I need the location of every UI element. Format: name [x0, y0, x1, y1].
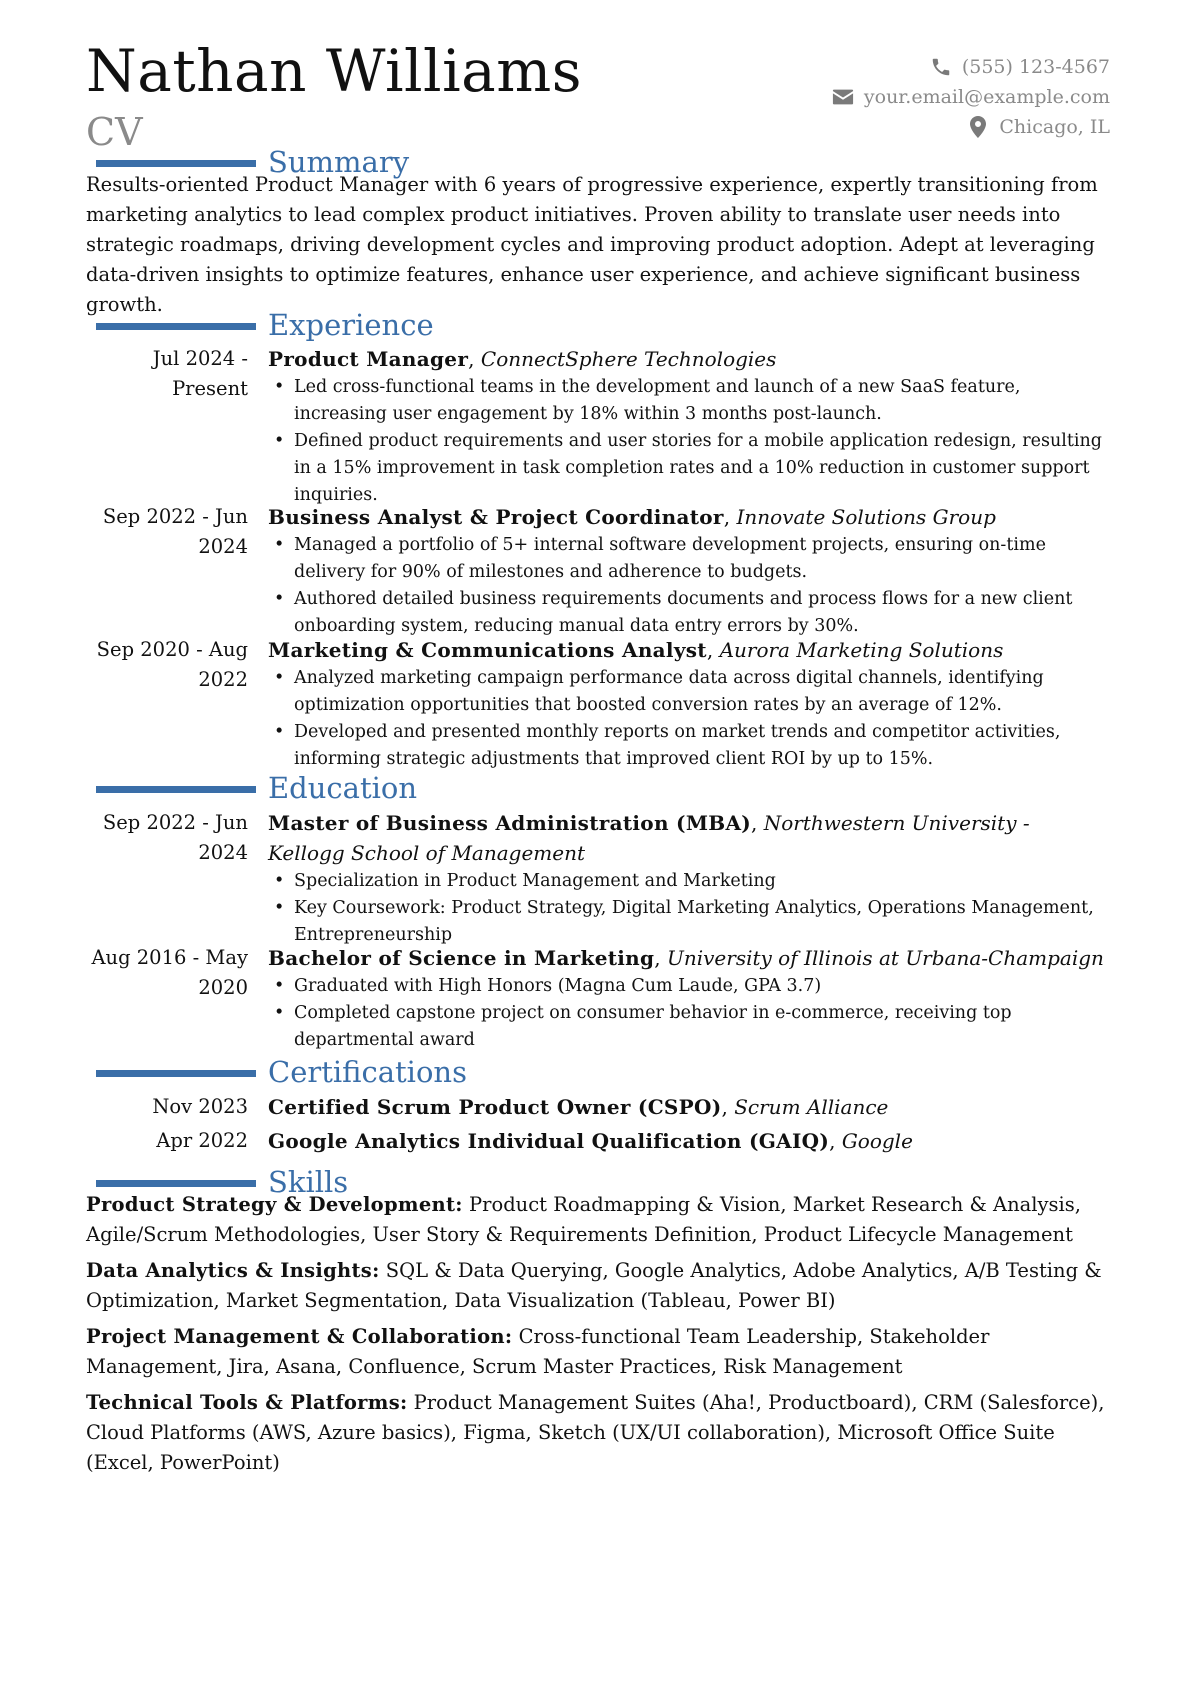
entry-date: Sep 2020 - Aug 2022: [96, 638, 248, 691]
skill-group-label: Data Analytics & Insights:: [86, 1259, 380, 1282]
envelope-icon: [830, 86, 856, 108]
entry-title: Business Analyst & Project Coordinator: [268, 505, 724, 529]
entry-heading: Business Analyst & Project Coordinator, Innovate Solutions Group: [268, 505, 996, 529]
certifications-heading: [86, 1054, 1110, 1090]
email-row[interactable]: [690, 82, 1110, 112]
list-item: • Managed a portfolio of 5+ internal software development projects, ensuring on-time delivery for 90% of milestones and adherence to budgets.: [268, 532, 1110, 586]
entry-heading: Marketing & Communications Analyst, Aurora Marketing Solutions: [268, 638, 1004, 662]
skill-group-label: Technical Tools & Platforms:: [86, 1391, 408, 1414]
entry-heading: Product Manager, ConnectSphere Technologies: [268, 347, 777, 371]
entry-date: Nov 2023: [152, 1095, 248, 1118]
section-rule: [96, 1070, 256, 1077]
list-item: • Led cross-functional teams in the development and launch of a new SaaS feature, increasing user engagement by 18% within 3 months post-launch.: [268, 374, 1110, 428]
entry-title: Marketing & Communications Analyst: [268, 638, 707, 662]
location-text: Chicago, IL: [999, 116, 1110, 138]
entry-organization: ConnectSphere Technologies: [480, 347, 777, 371]
entry-title: Certified Scrum Product Owner (CSPO): [268, 1095, 722, 1119]
skill-group-text: Cross-functional Team Leadership, Stakeholder Management, Jira, Asana, Confluence, Scrum Master Practices, Risk Management: [86, 1325, 990, 1378]
list-item: • Specialization in Product Management and Marketing: [268, 868, 1110, 895]
entry-heading: Master of Business Administration (MBA), Northwestern University - Kellogg School of Management: [268, 811, 1030, 865]
section-title: Certifications: [268, 1055, 467, 1089]
summary-text: Results-oriented Product Manager with 6 years of progressive experience, expertly transitioning from marketing analytics to lead complex product initiatives. Proven ability to translate user needs into strategic roadmaps, driving development cycles and improving product adoption. Adept at leveraging data-driven insights to optimize features, enhance user experience, and achieve significant business growth.: [86, 173, 1098, 316]
list-item: • Authored detailed business requirements documents and process flows for a new client onboarding system, reducing manual data entry errors by 30%.: [268, 586, 1110, 640]
phone-row[interactable]: [690, 52, 1110, 82]
skill-group-text: Product Management Suites (Aha!, Productboard), CRM (Salesforce), Cloud Platforms (AWS, Azure basics), Figma, Sketch (UX/UI collaboration), Microsoft Office Suite (Excel, PowerPoint): [86, 1391, 1105, 1474]
entry-organization: Aurora Marketing Solutions: [719, 638, 1004, 662]
list-item: • Completed capstone project on consumer behavior in e-commerce, receiving top departmental award: [268, 1000, 1110, 1054]
section-title: Summary: [268, 145, 410, 179]
phone-icon: [928, 56, 954, 78]
skill-group: [86, 1256, 1110, 1316]
experience-heading: [86, 307, 1110, 343]
location-row: [690, 112, 1110, 142]
contact-block: [690, 52, 1110, 142]
phone-text: (555) 123-4567: [961, 56, 1110, 78]
entry-heading: Certified Scrum Product Owner (CSPO), Scrum Alliance: [268, 1095, 889, 1119]
list-item: • Developed and presented monthly reports on market trends and competitor activities, informing strategic adjustments that improved client ROI by up to 15%.: [268, 719, 1110, 773]
location-pin-icon: [965, 116, 991, 138]
list-item: • Key Coursework: Product Strategy, Digital Marketing Analytics, Operations Management, Entrepreneurship: [268, 895, 1110, 949]
section-rule: [96, 786, 256, 793]
entry-title: Product Manager: [268, 347, 469, 371]
section-title: Experience: [268, 308, 434, 342]
list-item: • Defined product requirements and user stories for a mobile application redesign, resulting in a 15% improvement in task completion rates and a 10% reduction in customer support inquiries.: [268, 428, 1110, 509]
section-title: Skills: [268, 1165, 349, 1199]
skill-group: [86, 1190, 1110, 1250]
entry-organization: Northwestern University - Kellogg School of Management: [268, 811, 1030, 865]
entry-heading: Bachelor of Science in Marketing, University of Illinois at Urbana-Champaign: [268, 946, 1104, 970]
entry-date: Sep 2022 - Jun 2024: [102, 505, 248, 558]
entry-date: Aug 2016 - May 2020: [91, 946, 248, 999]
candidate-name: Nathan Williams: [86, 37, 582, 105]
section-rule: [96, 160, 256, 167]
skill-group: [86, 1322, 1110, 1382]
document-subtitle: CV: [86, 110, 143, 154]
entry-organization: Scrum Alliance: [734, 1095, 889, 1119]
section-rule: [96, 1180, 256, 1187]
entry-organization: Innovate Solutions Group: [736, 505, 996, 529]
section-rule: [96, 323, 256, 330]
skill-group-text: SQL & Data Querying, Google Analytics, Adobe Analytics, A/B Testing & Optimization, Market Segmentation, Data Visualization (Tableau, Power BI): [86, 1259, 1102, 1312]
entry-date: Sep 2022 - Jun 2024: [102, 811, 248, 864]
entry-title: Bachelor of Science in Marketing: [268, 946, 655, 970]
entry-date: Apr 2022: [156, 1129, 248, 1152]
skill-group: [86, 1388, 1110, 1478]
skill-group-text: Product Roadmapping & Vision, Market Research & Analysis, Agile/Scrum Methodologies, User Story & Requirements Definition, Product Lifecycle Management: [86, 1193, 1081, 1246]
entry-organization: Google: [841, 1129, 913, 1153]
entry-title: Google Analytics Individual Qualification (GAIQ): [268, 1129, 830, 1153]
list-item: • Graduated with High Honors (Magna Cum Laude, GPA 3.7): [268, 973, 1110, 1000]
entry-date: Jul 2024 - Present: [152, 347, 248, 400]
entry-organization: University of Illinois at Urbana-Champaign: [667, 946, 1104, 970]
email-text: your.email@example.com: [863, 86, 1110, 108]
entry-title: Master of Business Administration (MBA): [268, 811, 752, 835]
list-item: • Analyzed marketing campaign performance data across digital channels, identifying optimization opportunities that boosted conversion rates by an average of 12%.: [268, 665, 1110, 719]
section-title: Education: [268, 771, 418, 805]
education-heading: [86, 770, 1110, 806]
skill-group-label: Product Strategy & Development:: [86, 1193, 463, 1216]
skill-group-label: Project Management & Collaboration:: [86, 1325, 513, 1348]
entry-heading: Google Analytics Individual Qualification (GAIQ), Google: [268, 1129, 913, 1153]
